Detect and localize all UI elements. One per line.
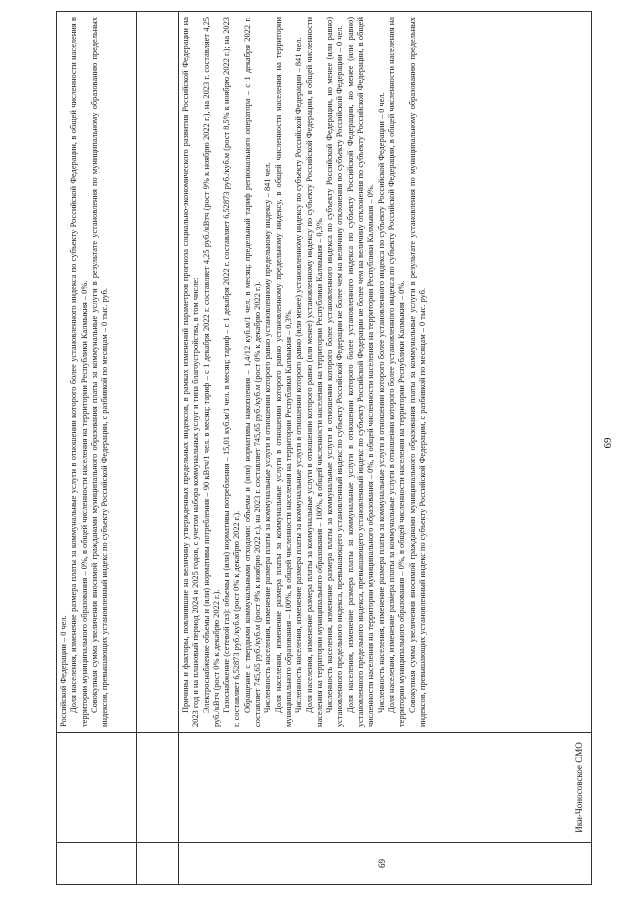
text-paragraph: Доля населения, изменение размера платы за коммунальные услуги в отношении которого более установленного индекса по субъекту Российской Федерации, в общей численности населения в территории муниципального образования – 0%, в общей численности населения на территории Республики Калмыкия – 0%.: [69, 17, 89, 727]
municipality-cell: [57, 732, 136, 842]
text-paragraph: Причины и факторы, повлиявшие на величину утвержденных предельных индексов, в рамках изменений параметров прогноза социально-экономического развития Российской Федерации на 2023 год и на плановый период 2024 и 2025 годов, с учетом набора коммунальных услуг и типа благоустройства, в том числе:: [181, 17, 201, 727]
description-cell: [179, 12, 591, 732]
text-paragraph: Доля населения, изменение размера платы за коммунальные услуги в отношении которого более установленного индекса по субъекту Российской Федерации, в общей численности населения на территории муниципального образования – 0%, в общей численности населения на территории Республики Калмыкия – 0%.: [386, 17, 407, 727]
document-page: [56, 0, 592, 897]
text-paragraph: Доля населения, изменение размера платы за коммунальные услуги в отношении которого равно (или менее) установленному индексу по субъекту Российской Федерации, в общей численности населения на территории муниципального образования – 100%, в общей численности населения на территории Республики Калмыкия – 0,3%.: [304, 17, 324, 727]
text-paragraph: Электроснабжение объемы и (или) нормативы потребления – 90 кВтч/1 чел. в месяц; тариф – с 1 декабря 2022 г. составляет 4,25 руб./кВтч (рост 9% к ноябрю 2022 г.), на 2023 г. составляет 4,25 руб./кВтч (рост 0% к декабрю 2022 г.).: [201, 17, 221, 727]
row-number-cell: [137, 842, 178, 884]
text-paragraph: Численность населения, изменение размера платы за коммунальные услуги в отношении которого равно установленному предельному индексу – 841 чел.: [263, 162, 273, 713]
text-paragraph: Совокупная сумма увеличения вносимой гражданами муниципального образования платы за коммунальные услуги в результате установления по муниципальному образованию предельных индексов, превышающих установленный индекс по субъекту Российской Федерации, с разбивкой по месяцам – 0 тыс. руб.: [89, 17, 110, 727]
municipality-cell: [137, 732, 178, 842]
description-cell: [57, 12, 136, 732]
text-paragraph: Численность населения, изменение размера платы за коммунальные услуги в отношении которого равно (или менее) установленному индексу по субъекту Российской Федерации – 841 чел.: [294, 37, 304, 713]
row-number-cell: [179, 842, 591, 884]
table-row-empty: [136, 12, 178, 884]
text-paragraph: Обращение с твердыми коммунальными отходами: объемы и (или) нормативы накопления – 1,4/12 куб.м/1 чел. в месяц; предельный тариф регионального оператора – с 1 декабря 2022 г. составляет 745,65 руб./куб.м (рост 9% к ноябрю 2022 г.), на 2023 г. составляет 745,65 руб./куб.м (рост 0% к декабрю 2022 г.).: [242, 17, 263, 727]
row-number-cell: [57, 842, 136, 884]
text-paragraph: Численность населения, изменение размера платы за коммунальные услуги в отношении которого более установленного индекса по субъекту Российской Федерации – 0 чел.: [376, 92, 386, 713]
indices-table: [56, 11, 592, 885]
text-paragraph: Доля населения, изменение размера платы за коммунальные услуги в отношении которого более установленного индекса по субъекту Российской Федерации, но менее (или равно) установленного предельного индекса, превышающего установленный индекс по субъекту Российской Федерации не более чем на величину отклонения по субъекту Российской Федерации, в общей численности населения на территории муниципального образования – 0%, в общей численности населения на территории Республики Калмыкия – 0%.: [345, 17, 376, 727]
municipality-cell: [179, 732, 591, 842]
table-row-previous-continued: [56, 12, 136, 884]
text-paragraph: Численность населения, изменение размера платы за коммунальные услуги в отношении которого более установленного индекса по субъекту Российской Федерации, но менее (или равно) установленного предельного индекса, превышающего установленный индекс по субъекту Российской Федерации не более чем на величину отклонения по субъекту Российской Федерации – 0 чел.: [325, 17, 345, 727]
text-paragraph: Совокупная сумма увеличения вносимой гражданами муниципального образования платы за коммунальные услуги в результате установления по муниципальному образованию предельных индексов, превышающих установленный индекс по субъекту Российской Федерации, с разбивкой по месяцам – 0 тыс. руб.: [407, 17, 427, 727]
page-number: 69: [602, 437, 614, 449]
description-cell: [137, 12, 178, 732]
row-number: 69: [376, 859, 387, 868]
text-paragraph: Российской Федерации – 0 чел.: [59, 615, 68, 727]
text-paragraph: Газоснабжение (сетевой газ): объемы и (или) нормативы потребления – 15,01 куб.м/1 чел. в месяц; тариф – с 1 декабря 2022 г. составляет 6,52873 руб./куб.м (рост 8,5% к ноябрю 2022 г.); на 2023 г. составляет 6,52873 руб./куб.м (рост 0% к декабрю 2022 г.).: [222, 17, 242, 727]
table-row-ikichonosovskoe: [178, 12, 591, 884]
municipality-name: Ики-Чоносовское СМО: [574, 742, 584, 833]
text-paragraph: Доля населения, изменение размера платы за коммунальные услуги в отношении которого равно установленному предельному индексу, в общей численности населения на территории муниципального образования – 100%, в общей численности населения на территории Республики Калмыкия – 0,3%.: [273, 17, 293, 727]
